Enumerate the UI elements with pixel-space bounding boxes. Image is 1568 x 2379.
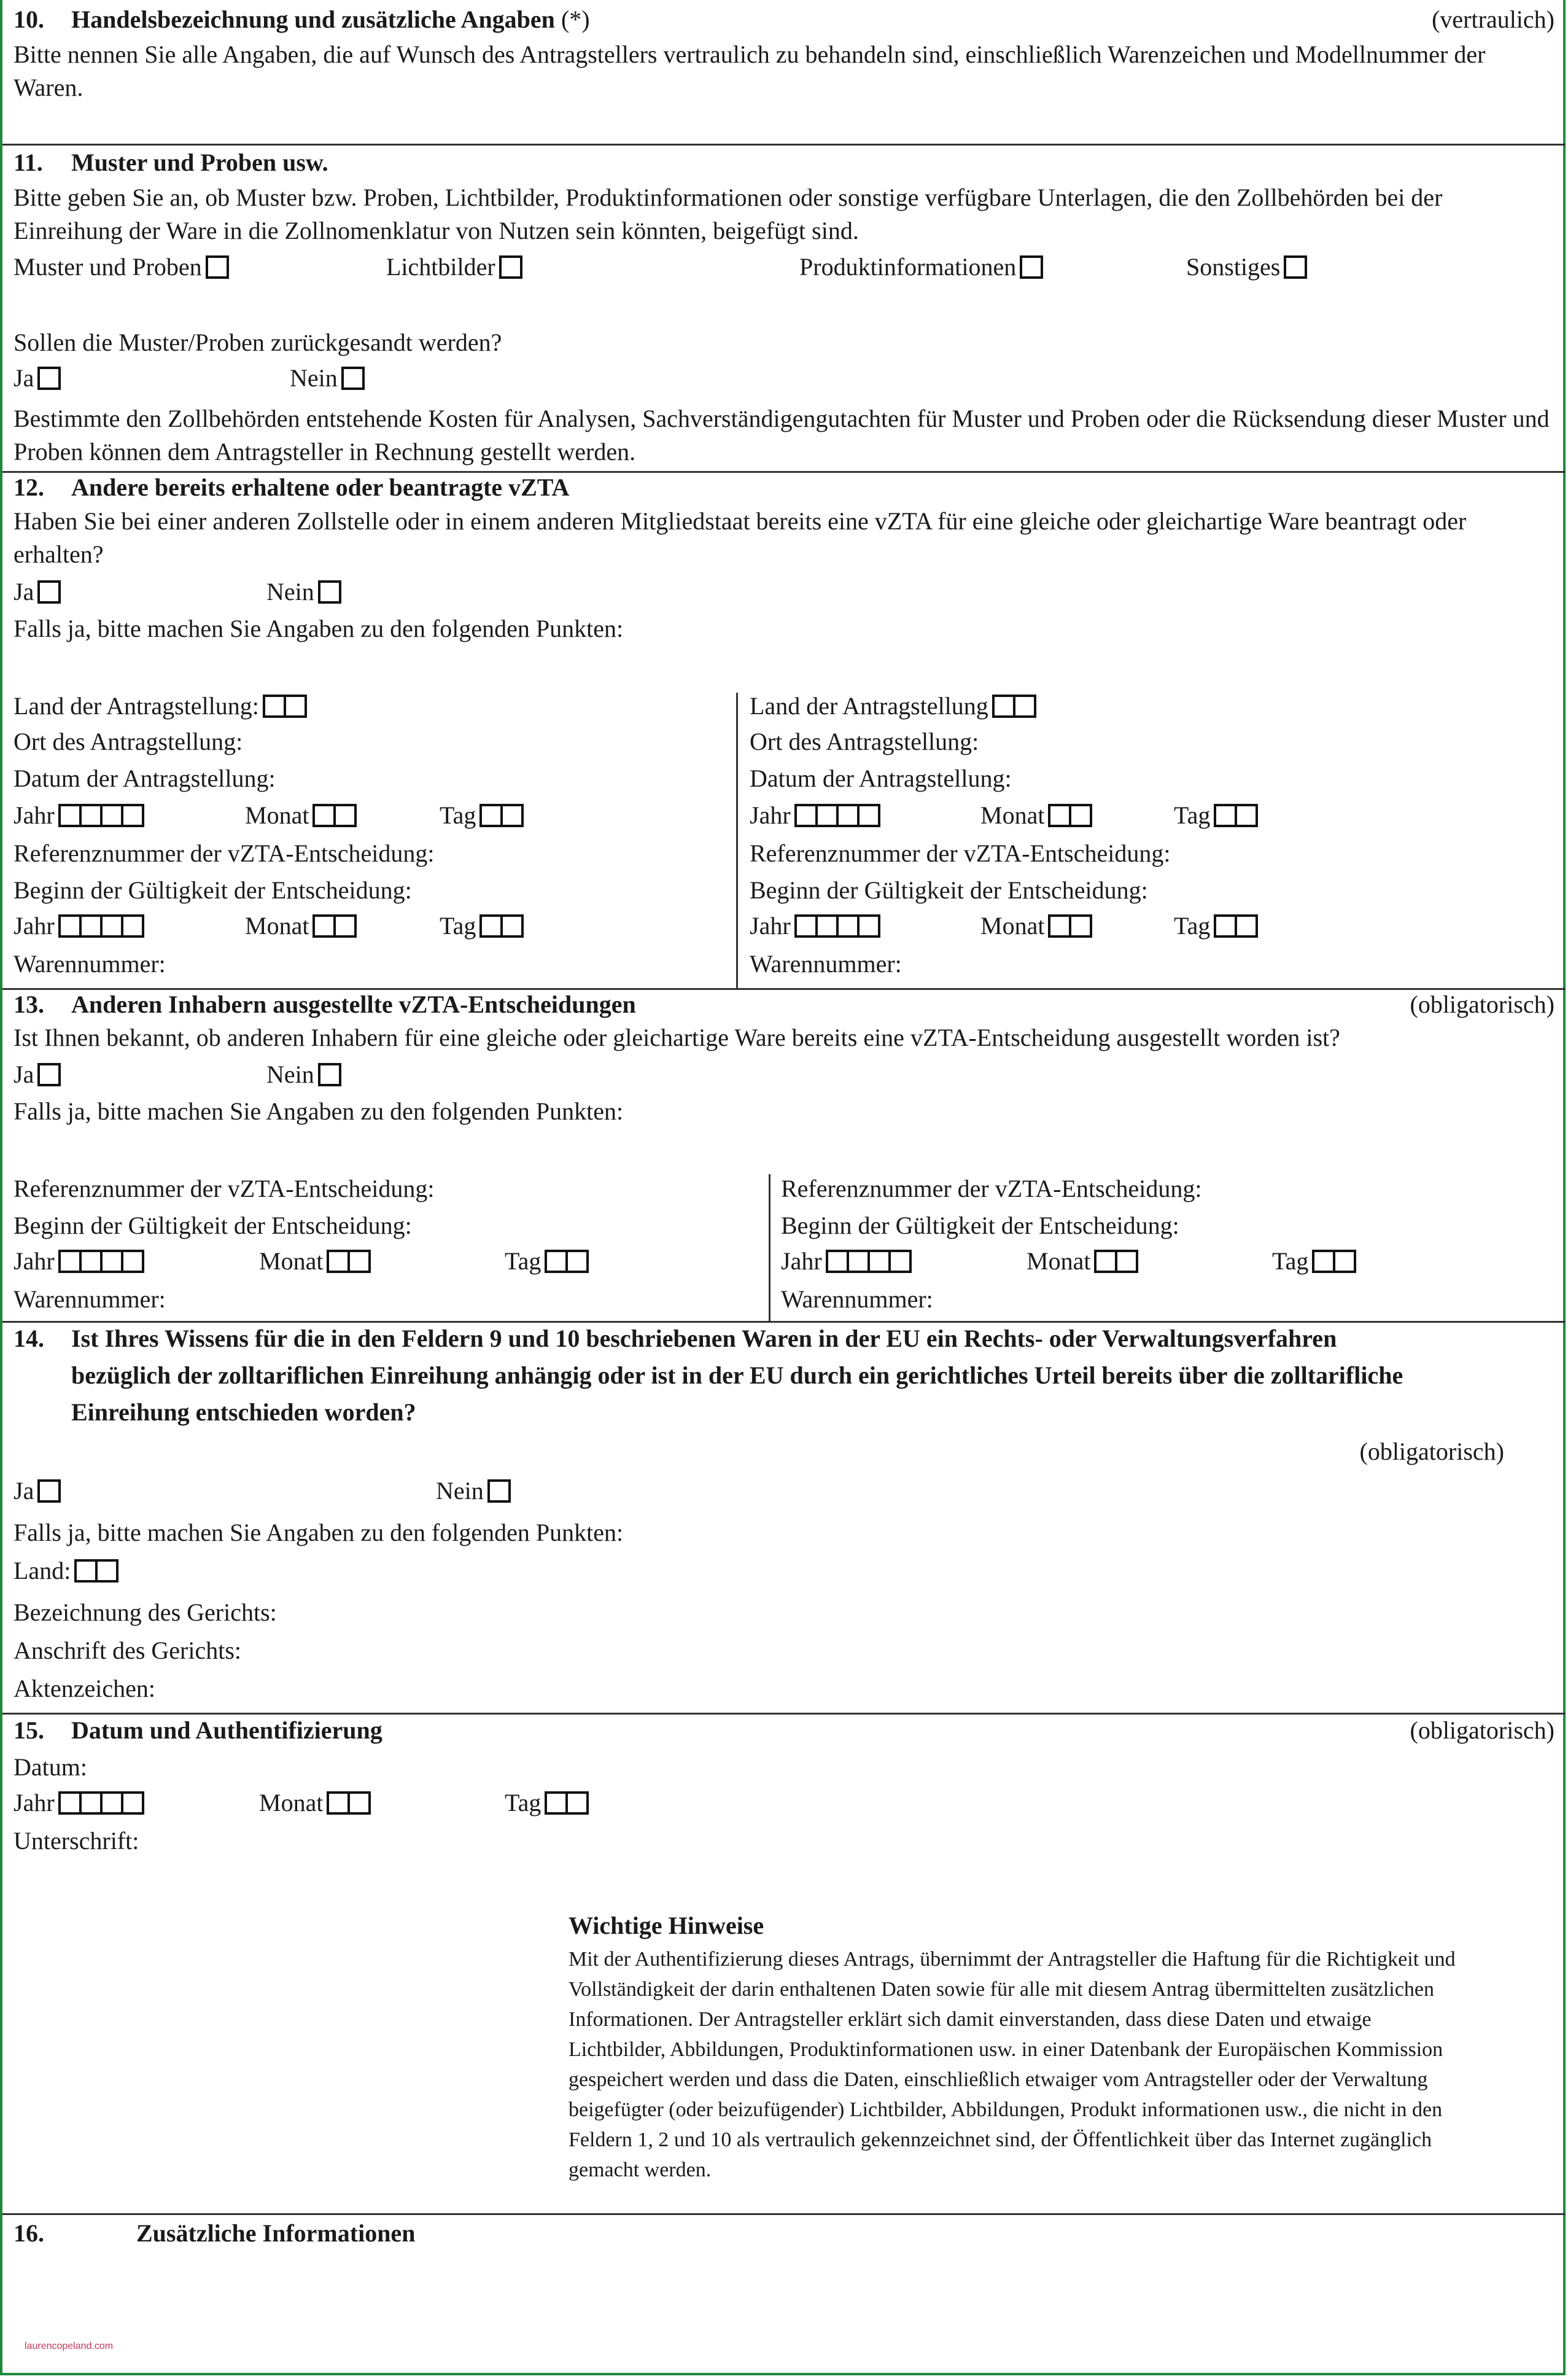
s12-nein-label: Nein	[266, 578, 314, 605]
tag-boxes[interactable]	[545, 1791, 586, 1815]
s13-right-waren: Warennummer:	[781, 1285, 933, 1313]
jahr-label: Jahr	[750, 801, 791, 829]
jahr-label: Jahr	[781, 1247, 822, 1275]
s11-ja-label: Ja	[14, 364, 34, 392]
s11-nein-checkbox[interactable]	[341, 367, 365, 390]
jahr-label: Jahr	[14, 801, 55, 829]
jahr-boxes[interactable]	[58, 1791, 142, 1815]
section-11-title: Muster und Proben usw.	[71, 149, 328, 176]
s14-ja-checkbox[interactable]	[37, 1479, 61, 1503]
s13-right-jahr	[781, 1247, 909, 1276]
section-14-title-line-1: Ist Ihres Wissens für die in den Feldern 9 und 10 beschriebenen Waren in der EU ein Rechts- oder Verwaltungsverfahren	[71, 1325, 1337, 1352]
tag-label: Tag	[1272, 1247, 1309, 1275]
s14-bezeichnung: Bezeichnung des Gerichts:	[14, 1598, 277, 1626]
hinweise-line-3: Informationen. Der Antragsteller erklärt sich damit einverstanden, dass diese Daten und etwaige	[569, 2008, 1372, 2031]
jahr-boxes[interactable]	[58, 914, 142, 938]
s15-unterschrift: Unterschrift:	[14, 1827, 139, 1855]
section-13-status: (obligatorisch)	[1410, 991, 1554, 1018]
jahr-label: Jahr	[14, 1247, 55, 1275]
monat-boxes[interactable]	[1048, 804, 1090, 827]
lichtbilder-checkbox[interactable]	[499, 255, 522, 279]
s13-right-tag	[1272, 1247, 1354, 1276]
s12-right-beginn-jahr	[750, 911, 878, 941]
s12-nein-option	[266, 577, 341, 607]
hinweise-line-4: Lichtbilder, Abbildungen, Produktinformationen usw. in einer Datenbank der Europäischen Kommission	[569, 2038, 1443, 2061]
tag-label: Tag	[1174, 912, 1211, 940]
section-15-title: Datum und Authentifizierung	[71, 1716, 382, 1744]
s11-nein-label: Nein	[290, 364, 338, 392]
produktinformationen-label: Produktinformationen	[799, 253, 1017, 281]
section-12-text: Haben Sie bei einer anderen Zollstelle oder in einem anderen Mitgliedstaat bereits eine vZTA für eine gleiche oder gleichartige Ware beantragt oder erhalten?	[14, 507, 1467, 568]
sonstiges-label: Sonstiges	[1186, 253, 1281, 281]
muster-proben-checkbox[interactable]	[206, 255, 229, 279]
section-15	[2, 1715, 1566, 2215]
s12-left-antrag-monat	[245, 801, 354, 830]
section-14-title-line-3: Einreihung entschieden worden?	[71, 1398, 416, 1426]
muster-proben-option	[14, 252, 229, 282]
s15-jahr	[14, 1788, 142, 1818]
s12-ja-checkbox[interactable]	[37, 580, 61, 604]
s12-right-land	[750, 691, 1034, 721]
s12-left-beginn: Beginn der Gültigkeit der Entscheidung:	[14, 876, 412, 904]
s14-nein-checkbox[interactable]	[487, 1479, 511, 1503]
s13-left-waren: Warennummer:	[14, 1285, 166, 1313]
s13-left-monat	[259, 1247, 368, 1276]
jahr-boxes[interactable]	[58, 804, 142, 827]
s11-nein-option	[290, 364, 365, 393]
s12-right-land-label: Land der Antragstellung	[750, 692, 988, 720]
section-11-text: Bitte geben Sie an, ob Muster bzw. Proben, Lichtbilder, Produktinformationen oder sonstige verfügbare Unterlagen, die den Zollbehörden bei der Einreihung der Ware in die Zollnomenklatur von Nutzen sein könnten, beigefügt sind.	[14, 184, 1443, 244]
section-13-title: Anderen Inhabern ausgestellte vZTA-Entscheidungen	[71, 991, 636, 1018]
s12-left-land-boxes[interactable]	[263, 695, 305, 718]
s12-left-ref: Referenznummer der vZTA-Entscheidung:	[14, 839, 435, 867]
monat-label: Monat	[245, 912, 309, 940]
tag-label: Tag	[1174, 801, 1211, 829]
jahr-label: Jahr	[14, 912, 55, 940]
monat-label: Monat	[980, 801, 1045, 829]
s14-land	[14, 1556, 116, 1586]
section-10-title-mark: (*)	[554, 6, 590, 33]
s13-nein-label: Nein	[266, 1061, 314, 1088]
hinweise-line-2: Vollständigkeit der darin enthaltenen Daten sowie für alle mit diesem Antrag übermittelten zusätzlichen	[569, 1978, 1434, 2001]
tag-label: Tag	[505, 1789, 541, 1816]
lichtbilder-label: Lichtbilder	[386, 253, 495, 281]
tag-boxes[interactable]	[1214, 914, 1256, 938]
s12-ja-label: Ja	[14, 578, 34, 605]
section-11-number: 11.	[14, 149, 43, 176]
s12-right-land-boxes[interactable]	[992, 695, 1034, 718]
tag-boxes[interactable]	[1214, 804, 1256, 827]
section-15-number: 15.	[14, 1716, 44, 1744]
s13-ja-option	[14, 1060, 61, 1089]
section-12-title: Andere bereits erhaltene oder beantragte vZTA	[71, 473, 570, 501]
s14-land-label: Land:	[14, 1557, 71, 1584]
s13-right-monat	[1027, 1247, 1136, 1276]
s13-right-ref: Referenznummer der vZTA-Entscheidung:	[781, 1175, 1202, 1202]
hinweise-line-6: beigefügter (oder beizufügender) Lichtbilder, Abbildungen, Produkt informationen usw., die nicht in den	[569, 2098, 1443, 2121]
s13-left-jahr	[14, 1247, 142, 1276]
hinweise-line-7: Feldern 1, 2 und 10 als vertraulich gekennzeichnet sind, der Öffentlichkeit über das Internet zugänglich	[569, 2128, 1432, 2151]
section-14-title-line-2: bezüglich der zolltariflichen Einreihung anhängig oder ist in der EU durch ein gerichtliches Urteil bereits über die zolltarifliche	[71, 1361, 1403, 1389]
s12-right-antrag-tag	[1174, 801, 1256, 830]
hinweise-line-8: gemacht werden.	[569, 2159, 712, 2181]
s13-nein-option	[266, 1060, 341, 1089]
hinweise-title: Wichtige Hinweise	[569, 1912, 764, 1939]
monat-boxes[interactable]	[327, 1250, 368, 1273]
section-11	[2, 146, 1566, 473]
s15-monat	[259, 1788, 368, 1818]
monat-label: Monat	[1027, 1247, 1091, 1275]
s12-right-waren: Warennummer:	[750, 950, 902, 978]
s13-left-tag	[505, 1247, 586, 1276]
lichtbilder-option	[386, 252, 522, 282]
tag-label: Tag	[440, 912, 476, 940]
s12-right-datum: Datum der Antragstellung:	[750, 765, 1012, 792]
watermark: laurencopeland.com	[25, 2341, 114, 2351]
jahr-boxes[interactable]	[58, 1250, 142, 1273]
s12-left-beginn-jahr	[14, 911, 142, 941]
tag-label: Tag	[440, 801, 476, 829]
section-10-text: Bitte nennen Sie alle Angaben, die auf Wunsch des Antragstellers vertraulich zu behandeln sind, einschließlich Warenzeichen und Modellnummer der Waren.	[14, 41, 1486, 101]
section-13	[2, 990, 1566, 1323]
s13-nein-checkbox[interactable]	[318, 1063, 341, 1086]
s12-left-land-label: Land der Antragstellung:	[14, 692, 259, 720]
s13-ja-label: Ja	[14, 1061, 34, 1088]
monat-boxes[interactable]	[312, 914, 354, 938]
s12-right-ort: Ort des Antragstellung:	[750, 728, 979, 755]
section-10	[2, 0, 1566, 146]
s14-ja-label: Ja	[14, 1477, 34, 1505]
tag-boxes[interactable]	[479, 804, 521, 827]
kosten-note: Bestimmte den Zollbehörden entstehende Kosten für Analysen, Sachverständigengutachten für Muster und Proben oder die Rücksendung dieser Muster und Proben können dem Antragsteller in Rechnung gestellt werden.	[14, 405, 1550, 465]
s12-left-ort: Ort des Antragstellung:	[14, 728, 243, 755]
s12-left-datum: Datum der Antragstellung:	[14, 765, 276, 792]
hinweise-line-1: Mit der Authentifizierung dieses Antrags, übernimmt der Antragsteller die Haftung für die Richtigkeit und	[569, 1948, 1456, 1971]
section-10-number: 10.	[14, 6, 44, 33]
s12-left-beginn-monat	[245, 911, 354, 941]
section-15-status: (obligatorisch)	[1410, 1716, 1554, 1744]
jahr-boxes[interactable]	[826, 1250, 909, 1273]
produktinformationen-option	[799, 252, 1043, 282]
s12-right-ref: Referenznummer der vZTA-Entscheidung:	[750, 839, 1171, 867]
s13-right-beginn: Beginn der Gültigkeit der Entscheidung:	[781, 1212, 1179, 1239]
s12-left-antrag-tag	[440, 801, 521, 830]
s13-left-ref: Referenznummer der vZTA-Entscheidung:	[14, 1175, 435, 1202]
tag-boxes[interactable]	[1312, 1250, 1354, 1273]
jahr-boxes[interactable]	[794, 804, 878, 827]
s12-right-antrag-jahr	[750, 801, 878, 830]
section-16-number: 16.	[14, 2219, 44, 2247]
produktinformationen-checkbox[interactable]	[1020, 255, 1043, 279]
section-10-status: (vertraulich)	[1432, 6, 1554, 33]
tag-boxes[interactable]	[479, 914, 521, 938]
s13-left-beginn: Beginn der Gültigkeit der Entscheidung:	[14, 1212, 412, 1239]
monat-boxes[interactable]	[1094, 1250, 1136, 1273]
s15-tag	[505, 1788, 586, 1818]
s14-nein-label: Nein	[436, 1477, 484, 1505]
s12-right-antrag-monat	[980, 801, 1090, 830]
s12-ja-option	[14, 577, 61, 607]
section-14-number: 14.	[14, 1325, 44, 1352]
s14-nein-option	[436, 1476, 511, 1506]
section-12-number: 12.	[14, 473, 44, 501]
s12-left-land	[14, 691, 305, 721]
s14-falls-text: Falls ja, bitte machen Sie Angaben zu den folgenden Punkten:	[14, 1519, 624, 1546]
s12-falls-text: Falls ja, bitte machen Sie Angaben zu den folgenden Punkten:	[14, 615, 624, 642]
s13-ja-checkbox[interactable]	[37, 1063, 61, 1086]
s14-anschrift: Anschrift des Gerichts:	[14, 1637, 242, 1664]
section-10-title: Handelsbezeichnung und zusätzliche Angaben	[71, 6, 555, 33]
s14-aktenzeichen: Aktenzeichen:	[14, 1675, 155, 1702]
sonstiges-checkbox[interactable]	[1284, 255, 1307, 279]
jahr-label: Jahr	[750, 912, 791, 940]
s15-datum: Datum:	[14, 1753, 87, 1781]
s12-left-waren: Warennummer:	[14, 950, 166, 978]
s13-falls-text: Falls ja, bitte machen Sie Angaben zu den folgenden Punkten:	[14, 1097, 624, 1125]
s12-right-beginn: Beginn der Gültigkeit der Entscheidung:	[750, 876, 1148, 904]
ruecksendung-question: Sollen die Muster/Proben zurückgesandt werden?	[14, 329, 502, 356]
muster-proben-label: Muster und Proben	[14, 253, 202, 281]
section-12	[2, 473, 1566, 990]
s11-ja-checkbox[interactable]	[37, 367, 61, 390]
monat-boxes[interactable]	[327, 1791, 368, 1815]
s14-ja-option	[14, 1476, 61, 1506]
jahr-boxes[interactable]	[794, 914, 878, 938]
section-16-title: Zusätzliche Informationen	[136, 2219, 416, 2247]
s13-column-divider	[769, 1174, 770, 1323]
monat-boxes[interactable]	[312, 804, 354, 827]
section-10-heading	[71, 5, 590, 34]
monat-boxes[interactable]	[1048, 914, 1090, 938]
section-13-text: Ist Ihnen bekannt, ob anderen Inhabern für eine gleiche oder gleichartige Ware bereits eine vZTA-Entscheidung ausgestellt worden ist?	[14, 1024, 1340, 1051]
s12-column-divider	[736, 693, 738, 990]
tag-label: Tag	[505, 1247, 541, 1275]
section-14-status: (obligatorisch)	[1359, 1438, 1504, 1465]
monat-label: Monat	[980, 912, 1045, 940]
s12-left-beginn-tag	[440, 911, 521, 941]
hinweise-line-5: gespeichert werden und dass die Daten, einschließlich etwaiger vom Antragsteller oder der Verwaltung	[569, 2068, 1428, 2091]
s12-right-beginn-tag	[1174, 911, 1256, 941]
s12-right-beginn-monat	[980, 911, 1090, 941]
s14-land-boxes[interactable]	[74, 1559, 116, 1583]
monat-label: Monat	[245, 801, 309, 829]
section-16	[2, 2215, 1566, 2373]
monat-label: Monat	[259, 1789, 324, 1816]
monat-label: Monat	[259, 1247, 324, 1275]
s11-ja-option	[14, 364, 61, 393]
section-13-number: 13.	[14, 991, 44, 1018]
tag-boxes[interactable]	[545, 1250, 586, 1273]
s12-left-antrag-jahr	[14, 801, 142, 830]
sonstiges-option	[1186, 252, 1307, 282]
section-14	[2, 1323, 1566, 1715]
s12-nein-checkbox[interactable]	[318, 580, 341, 604]
jahr-label: Jahr	[14, 1789, 55, 1816]
